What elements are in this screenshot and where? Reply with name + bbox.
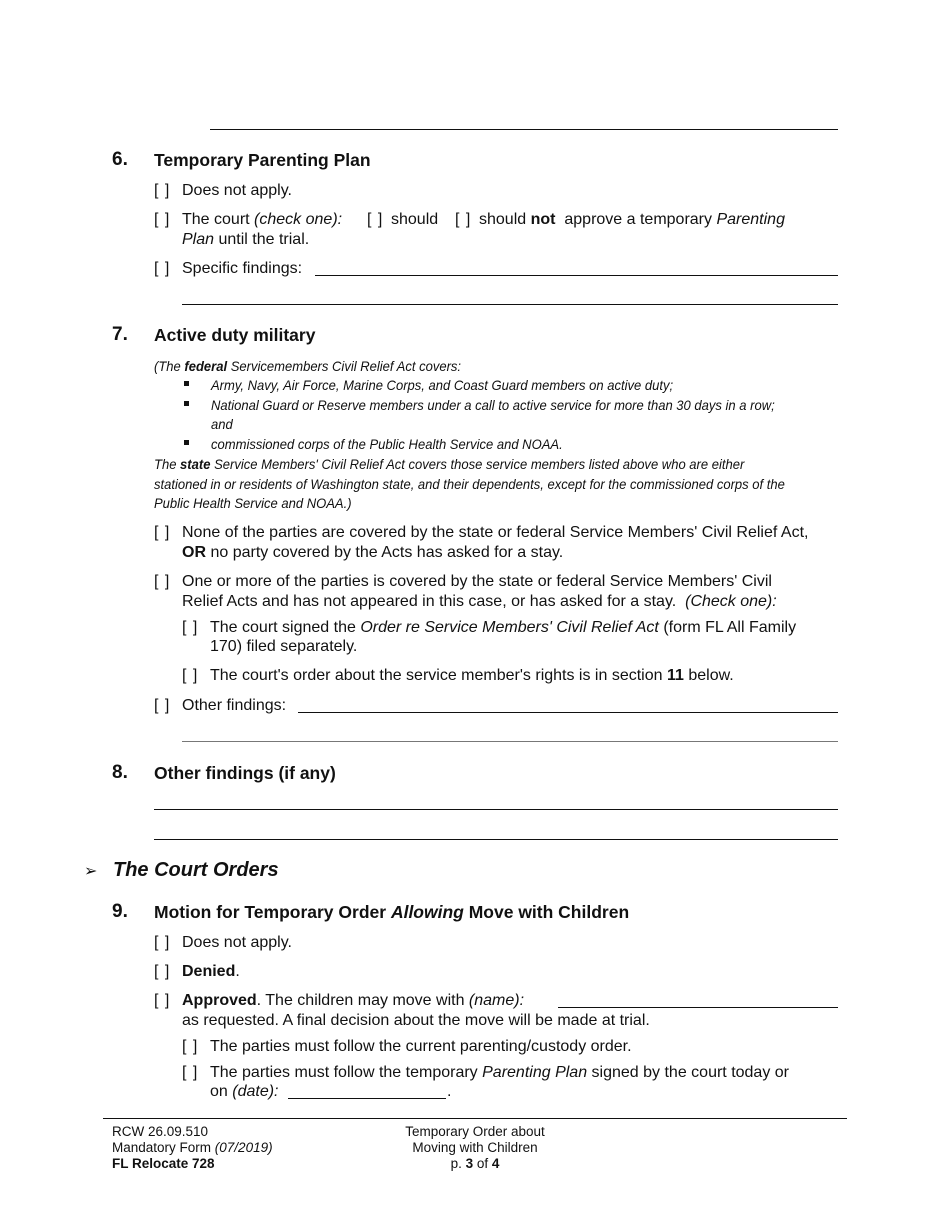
footer-center-2: Moving with Children [412, 1140, 538, 1155]
footer-rcw: RCW 26.09.510 [112, 1124, 209, 1139]
temp-a: The parties must follow the temporary [210, 1064, 478, 1081]
checkbox-9-does-not-apply[interactable]: [ ] [154, 934, 171, 951]
page-total: 4 [491, 1156, 500, 1171]
bullet-3: commissioned corps of the Public Health Service and NOAA. [211, 436, 563, 452]
checkbox-7-one-or-more[interactable]: [ ] [154, 573, 171, 590]
label-9-denied: Denied. [182, 963, 240, 980]
checkbox-6-specific[interactable]: [ ] [154, 260, 171, 277]
court-orders-heading: The Court Orders [113, 859, 279, 881]
court-text: The court [182, 211, 250, 228]
label-6-specific: Specific findings: [182, 260, 303, 277]
state-line-3: Public Health Service and NOAA.) [154, 495, 352, 511]
section-7-number: 7. [112, 324, 128, 345]
label-7-signed-line1 [210, 618, 796, 638]
one-line2: Relief Acts and has not appeared in this case, or has asked for a stay. [182, 593, 677, 610]
bullet-2-cont: and [211, 416, 233, 432]
section-7-title: Active duty military [154, 325, 316, 345]
label-6-court [182, 210, 342, 230]
label-9-temporary [210, 1063, 789, 1083]
label-6-should: should [391, 211, 439, 228]
page-of: of [476, 1156, 489, 1171]
date-line[interactable] [288, 1098, 446, 1099]
footer-center-1: Temporary Order about [405, 1124, 545, 1139]
checkbox-7-none[interactable]: [ ] [154, 524, 171, 541]
bullet-3-marker [184, 440, 189, 445]
bullet-2: National Guard or Reserve members under a call to active service for more than 30 days in a row; [211, 397, 775, 413]
name-line[interactable] [558, 1007, 838, 1008]
bullet-2-marker [184, 401, 189, 406]
none-line2: no party covered by the Acts has asked for a stay. [210, 544, 564, 561]
arrow-bullet-icon: ➢ [84, 863, 98, 880]
plan-text: Plan [182, 231, 215, 248]
other-findings-line-1[interactable] [298, 712, 838, 713]
label-7-one-line2 [182, 592, 777, 612]
section-6-title: Temporary Parenting Plan [154, 150, 371, 170]
page-num: 3 [465, 1156, 474, 1171]
temp-c: signed by the court today or [591, 1064, 789, 1081]
label-6-should-not [479, 210, 785, 230]
title-a: Motion for Temporary Order [154, 902, 387, 922]
label-7-one-line1: One or more of the parties is covered by the state or federal Service Members' Civil [182, 573, 772, 590]
signed-c: (form FL All Family [663, 619, 797, 636]
title-c: Move with Children [468, 902, 630, 922]
state-c: Service Members' Civil Relief Act covers those service members listed above who are either [214, 456, 745, 472]
label-7-other: Other findings: [182, 697, 287, 714]
approved-text: Approved [182, 992, 257, 1009]
label-6-plan-line2 [182, 230, 309, 250]
until-text: until the trial. [218, 231, 310, 248]
parenting-text: Parenting [716, 211, 785, 228]
footer-form-id: FL Relocate 728 [112, 1156, 215, 1171]
title-b: Allowing [390, 902, 464, 922]
label-9-does-not-apply: Does not apply. [182, 934, 292, 951]
specific-findings-line-2[interactable] [182, 304, 838, 305]
approve-text: approve a temporary [564, 211, 713, 228]
checkbox-9-approved[interactable]: [ ] [154, 992, 171, 1009]
federal-intro [154, 357, 461, 377]
bullet-1-marker [184, 381, 189, 386]
footer-mandatory [112, 1140, 273, 1156]
checkbox-7-signed[interactable]: [ ] [182, 619, 199, 636]
label-9-current: The parties must follow the current parenting/custody order. [210, 1038, 632, 1055]
label-9-approved [182, 991, 524, 1011]
approved-rest: . The children may move with [256, 992, 465, 1009]
mandatory-b: (07/2019) [214, 1140, 273, 1155]
checkbox-6-court[interactable]: [ ] [154, 211, 171, 228]
section-6-number: 6. [112, 149, 128, 170]
not-text: not [530, 211, 556, 228]
section-8-number: 8. [112, 762, 128, 783]
page-a: p. [450, 1156, 462, 1171]
mandatory-a: Mandatory Form [112, 1140, 212, 1155]
label-9-as-requested: as requested. A final decision about the move will be made at trial. [182, 1012, 650, 1029]
on-text: on [210, 1083, 228, 1100]
section-8-line-1[interactable] [154, 809, 838, 810]
signed-a: The court signed the [210, 619, 356, 636]
footer-rule [103, 1118, 847, 1119]
checkbox-7-order[interactable]: [ ] [182, 667, 199, 684]
order-num: 11 [666, 667, 684, 684]
or-text: OR [182, 544, 206, 561]
checkbox-9-temporary[interactable]: [ ] [182, 1064, 199, 1081]
label-7-signed-line2: 170) filed separately. [210, 638, 358, 655]
top-blank-line[interactable] [210, 129, 838, 130]
section-8-title: Other findings (if any) [154, 763, 336, 783]
section-9-number: 9. [112, 901, 128, 922]
date-label: (date): [232, 1083, 279, 1100]
label-7-none-line1: None of the parties are covered by the state or federal Service Members' Civil Relief Act, [182, 524, 809, 541]
checkbox-9-denied[interactable]: [ ] [154, 963, 171, 980]
denied-text: Denied [182, 963, 236, 980]
temp-b: Parenting Plan [482, 1064, 588, 1081]
specific-findings-line-1[interactable] [315, 275, 838, 276]
one-check: (Check one): [685, 593, 777, 610]
intro-c: Servicemembers Civil Relief Act covers: [230, 358, 462, 374]
order-a: The court's order about the service member's rights is in section [210, 667, 663, 684]
label-9-on-date [210, 1082, 279, 1102]
order-b: below. [688, 667, 734, 684]
should-text: should [479, 211, 527, 228]
footer-page [400, 1156, 550, 1172]
state-line-1 [154, 455, 744, 475]
bullet-1: Army, Navy, Air Force, Marine Corps, and Coast Guard members on active duty; [211, 377, 674, 393]
checkbox-7-other[interactable]: [ ] [154, 697, 171, 714]
check-one-text: (check one): [254, 211, 343, 228]
label-7-order [210, 666, 734, 686]
other-findings-line-2[interactable] [182, 741, 838, 742]
section-8-line-2[interactable] [154, 839, 838, 840]
checkbox-6-does-not-apply[interactable]: [ ] [154, 182, 171, 199]
section-9-title [154, 902, 629, 922]
label-6-does-not-apply: Does not apply. [182, 182, 292, 199]
checkbox-6-should-not[interactable]: [ ] [455, 211, 472, 228]
state-line-2: stationed in or residents of Washington state, and their dependents, except for the commissioned corps of the [154, 476, 785, 492]
state-a: The [154, 456, 177, 472]
checkbox-6-should[interactable]: [ ] [367, 211, 384, 228]
intro-a: (The [154, 358, 181, 374]
state-b: state [180, 456, 211, 472]
intro-federal: federal [184, 358, 228, 374]
checkbox-9-current[interactable]: [ ] [182, 1038, 199, 1055]
name-label: (name): [468, 992, 525, 1009]
signed-b: Order re Service Members' Civil Relief Act [360, 619, 659, 636]
label-7-none-line2 [182, 543, 563, 563]
date-period: . [447, 1083, 452, 1100]
